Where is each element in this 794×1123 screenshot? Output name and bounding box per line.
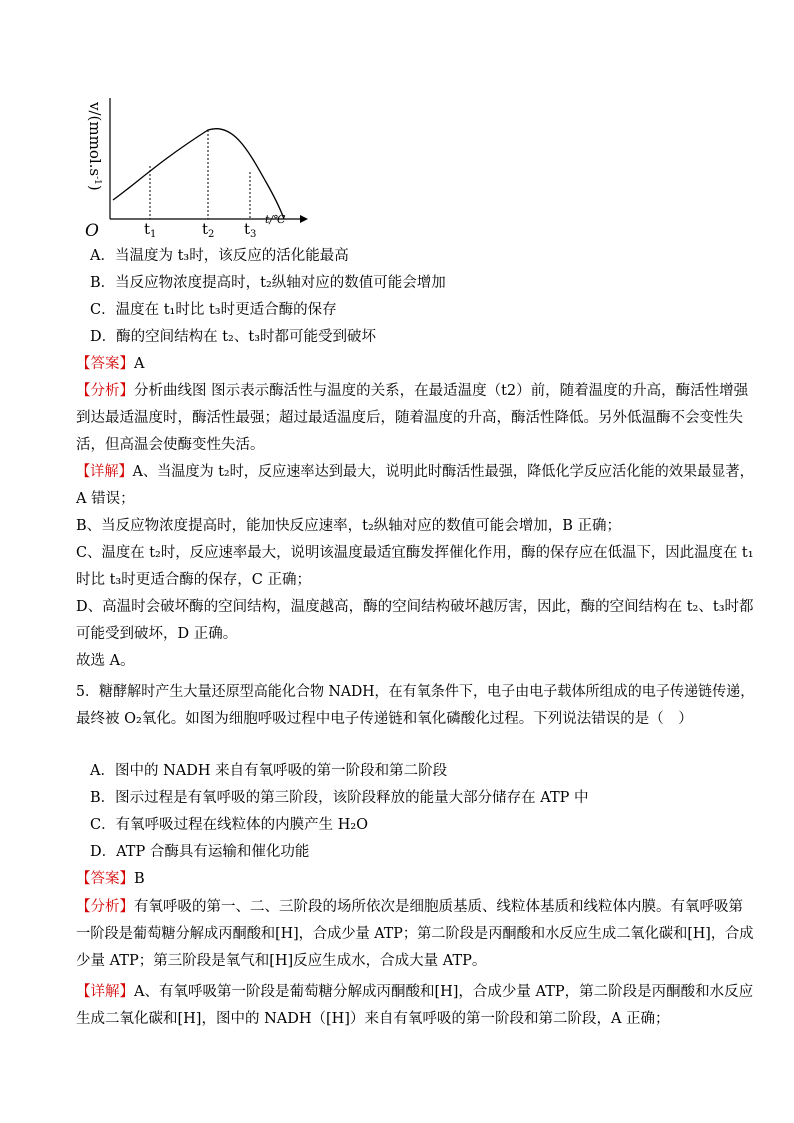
q4-detail-line-8: 故选 A。 [76,653,135,669]
curve [113,129,284,219]
q4-detail-line-6: D、高温时会破坏酶的空间结构，温度越高，酶的空间结构破坏越厉害，因此，酶的空间结构在 t₂、t₃时都 [76,599,754,615]
q4-detail-line-4: C、温度在 t₂时，反应速率最大，说明该温度最适宜酶发挥催化作用，酶的保存应在低温下，因此温度在 t₁ [76,545,754,561]
q4-option-a: A．当温度为 t₃时，该反应的活化能最高 [90,248,349,264]
tick-t3: $t_3$ [244,220,257,238]
analysis-tag: 【分析】 [76,899,134,915]
answer-value: B [134,871,145,887]
tick-t2: $t_2$ [202,220,215,238]
q5-detail-line-1: 【详解】A、有氧呼吸第一阶段是葡萄糖分解成丙酮酸和[H]，合成少量 ATP，第二阶段是丙酮酸和水反应 [76,984,754,1000]
q5-analysis-line-2: 一阶段是葡萄糖分解成丙酮酸和[H]，合成少量 ATP；第二阶段是丙酮酸和水反应生成二氧化碳和[H]，合成 [76,926,754,942]
q5-option-d: D．ATP 合酶具有运输和催化功能 [90,844,310,860]
x-axis-arrow [300,215,308,223]
q5-option-a: A．图中的 NADH 来自有氧呼吸的第一阶段和第二阶段 [90,763,448,779]
tick-t1: $t_1$ [144,220,157,238]
y-axis-label: $v/(mmol.s^{-1})$ [86,102,104,191]
x-axis-unit: t/℃ [265,213,286,226]
answer-tag: 【答案】 [76,871,134,887]
answer-tag: 【答案】 [76,356,134,372]
origin-label: O [85,221,99,238]
q4-option-b: B．当反应物浓度提高时，t₂纵轴对应的数值可能会增加 [90,275,446,291]
q4-detail-line-5: 时比 t₃时更适合酶的保存，C 正确； [76,572,311,588]
q4-detail-line-2: A 错误； [76,491,135,507]
q5-analysis-line-3: 少量 ATP；第三阶段是氧气和[H]反应生成水，合成大量 ATP。 [76,953,487,969]
q5-option-b: B．图示过程是有氧呼吸的第三阶段，该阶段释放的能量大部分储存在 ATP 中 [90,790,589,806]
q4-analysis-line-2: 到达最适温度时，酶活性最强；超过最适温度后，随着温度的升高，酶活性降低。另外低温酶不会变性失 [76,410,743,426]
q5-stem-line-2: 最终被 O₂氧化。如图为细胞呼吸过程中电子传递链和氧化磷酸化过程。下列说法错误的是（ ） [76,711,693,727]
q4-answer [76,354,144,374]
answer-value: A [134,356,145,372]
q5-answer [76,869,145,889]
q5-detail-line-2: 生成二氧化碳和[H]，图中的 NADH（[H]）来自有氧呼吸的第一阶段和第二阶段，A 正确； [76,1011,670,1027]
q4-analysis-line-3: 活，但高温会使酶变性失活。 [76,437,265,453]
detail-tag: 【详解】 [76,464,133,480]
q4-option-d: D．酶的空间结构在 t₂、t₃时都可能受到破坏 [90,329,377,345]
q5-analysis-line-1: 【分析】有氧呼吸的第一、二、三阶段的场所依次是细胞质基质、线粒体基质和线粒体内膜。有氧呼吸第 [76,899,743,915]
q4-analysis-line-1: 【分析】分析曲线图 图示表示酶活性与温度的关系，在最适温度（t2）前，随着温度的升高，酶活性增强 [76,383,749,399]
enzyme-temperature-graph [68,90,318,238]
q4-detail-line-7: 可能受到破坏，D 正确。 [76,626,238,642]
q4-detail-line-3: B、当反应物浓度提高时，能加快反应速率，t₂纵轴对应的数值可能会增加，B 正确； [76,518,622,534]
analysis-tag: 【分析】 [76,383,134,399]
q5-stem-line-1: 5．糖酵解时产生大量还原型高能化合物 NADH，在有氧条件下，电子由电子载体所组成的电子传递链传递， [76,684,755,700]
q4-option-c: C．温度在 t₁时比 t₃时更适合酶的保存 [90,302,337,318]
q5-option-c: C．有氧呼吸过程在线粒体的内膜产生 H₂O [90,817,369,833]
detail-tag: 【详解】 [76,984,134,1000]
q4-detail-line-1: 【详解】A、当温度为 t₂时，反应速率达到最大，说明此时酶活性最强，降低化学反应活化能的效果最显著， [76,464,754,480]
